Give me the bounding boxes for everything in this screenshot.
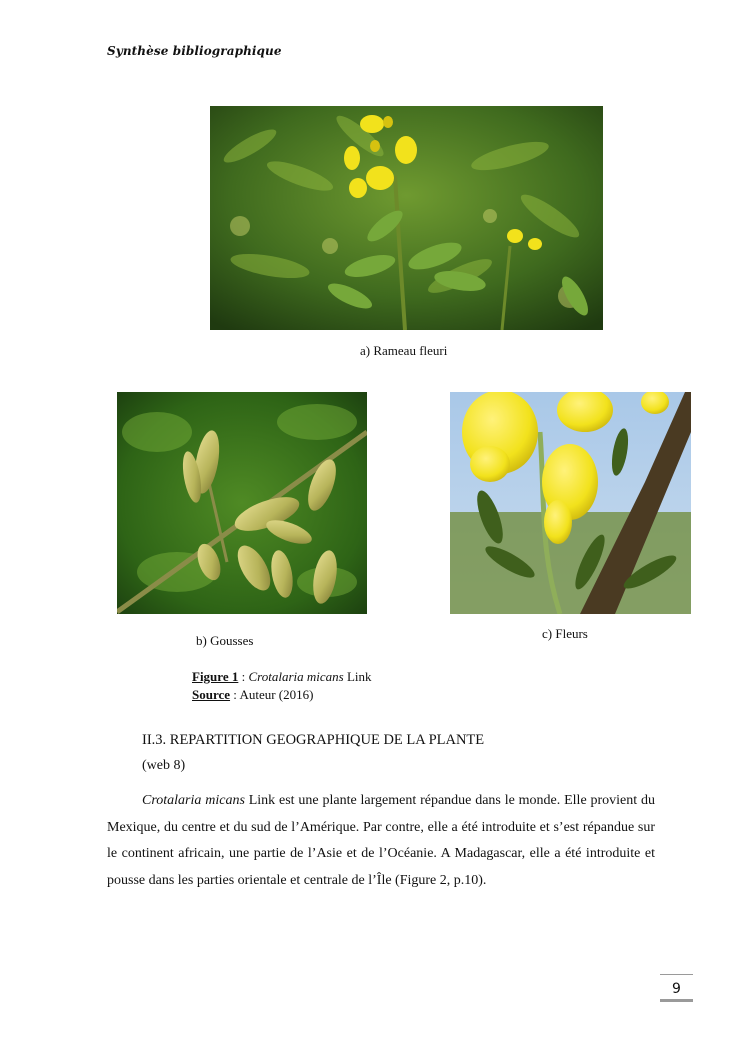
- caption-b: b) Gousses: [196, 633, 254, 648]
- source-label: Source: [192, 687, 231, 702]
- paragraph-text: Link est une plante largement répandue dans le monde. Elle provient du Mexique, du centre et du sud de l’Amérique. Par contre, elle a été introduite et s’est répandue sur le continent africain, une partie de l’Asie et de l’Océanie. A Madagascar, elle a été introduite et pousse dans les parties orientale et centrale de l’Île (Figure 2, p.10).: [107, 793, 655, 888]
- section-reference: (web 8): [142, 758, 186, 773]
- page-number: 9: [660, 974, 693, 1002]
- figure-separator: :: [238, 669, 249, 684]
- figure-author: Link: [343, 669, 372, 684]
- figure-species: Crotalaria micans: [248, 669, 344, 684]
- photo-flowering-branch: [210, 106, 603, 330]
- figure-source: [192, 687, 313, 703]
- photo-pods: [117, 392, 367, 614]
- body-paragraph: [107, 788, 655, 894]
- caption-a: a) Rameau fleuri: [360, 343, 448, 358]
- figure-title: [192, 669, 372, 685]
- running-title: Synthèse bibliographique: [107, 44, 282, 58]
- photo-flowers: [450, 392, 691, 614]
- source-text: : Auteur (2016): [230, 687, 314, 702]
- paragraph-species: Crotalaria micans: [142, 793, 245, 808]
- figure-label: Figure 1: [192, 669, 239, 684]
- caption-c: c) Fleurs: [542, 626, 588, 641]
- section-heading: II.3. REPARTITION GEOGRAPHIQUE DE LA PLANTE: [142, 732, 485, 748]
